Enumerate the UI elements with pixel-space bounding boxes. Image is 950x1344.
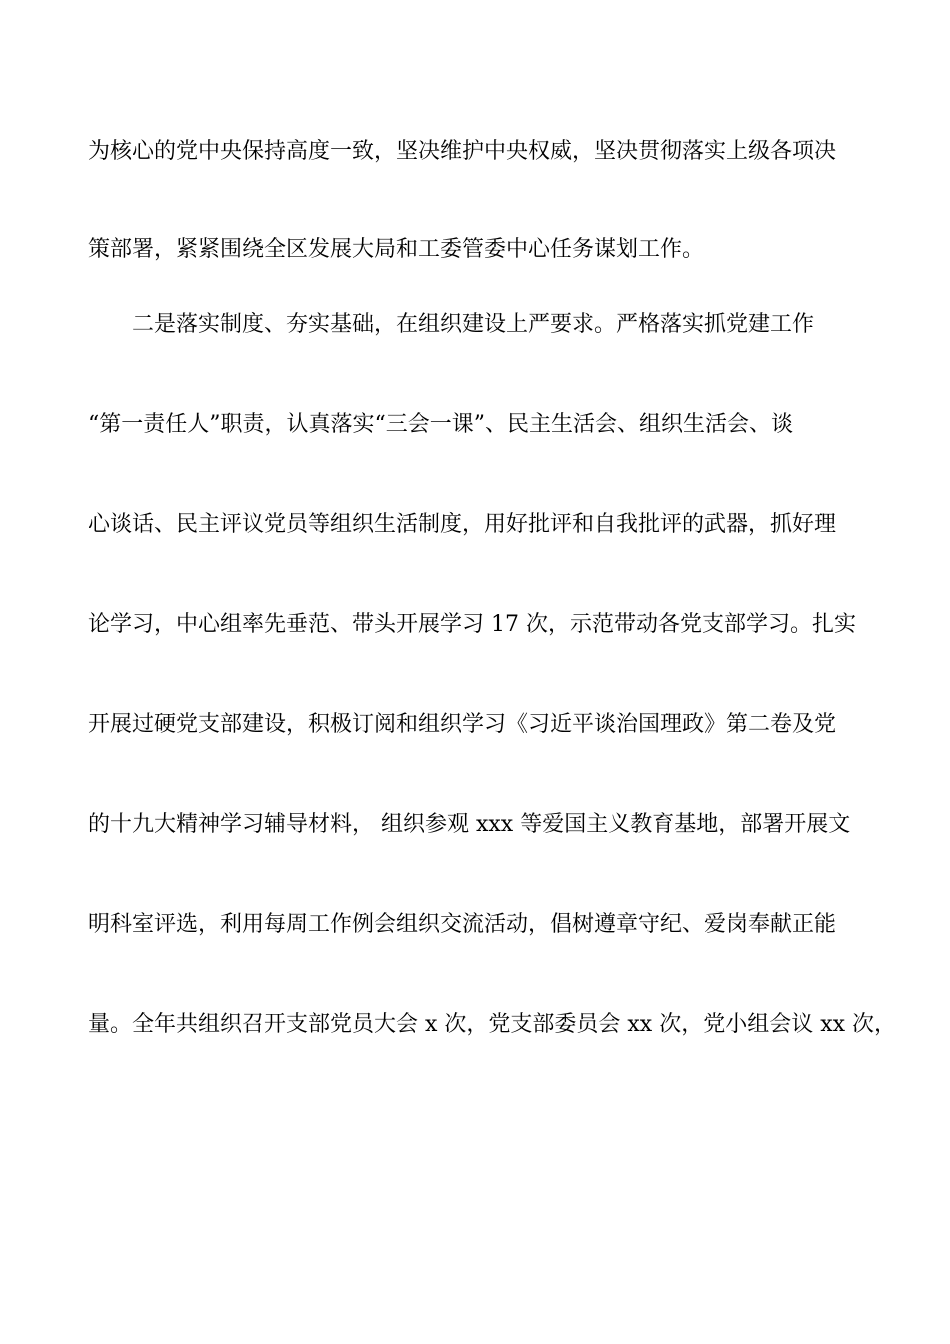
text-line-7: 开展过硬党支部建设，积极订阅和组织学习《习近平谈治国理政》第二卷及党 [88, 712, 837, 737]
text-line-6: 论学习，中心组率先垂范、带头开展学习 17 次，示范带动各党支部学习。扎实 [88, 612, 856, 637]
paragraph-2-line-1: 二是落实制度、夯实基础，在组织建设上严要求。严格落实抓党建工作 [132, 312, 815, 337]
text-line-2: 策部署，紧紧围绕全区发展大局和工委管委中心任务谋划工作。 [88, 237, 705, 262]
text-line-10: 量。全年共组织召开支部党员大会 x 次，党支部委员会 xx 次，党小组会议 xx 次， [88, 1012, 896, 1037]
text-line-4: “第一责任人”职责，认真落实“三会一课”、民主生活会、组织生活会、谈 [88, 412, 793, 437]
text-line-9: 明科室评选，利用每周工作例会组织交流活动，倡树遵章守纪、爱岗奉献正能 [88, 912, 837, 937]
text-line-5: 心谈话、民主评议党员等组织生活制度，用好批评和自我批评的武器，抓好理 [88, 512, 837, 537]
text-line-8: 的十九大精神学习辅导材料， 组织参观 xxx 等爱国主义教育基地，部署开展文 [88, 812, 851, 837]
text-line-1: 为核心的党中央保持高度一致，坚决维护中央权威，坚决贯彻落实上级各项决 [88, 139, 837, 164]
